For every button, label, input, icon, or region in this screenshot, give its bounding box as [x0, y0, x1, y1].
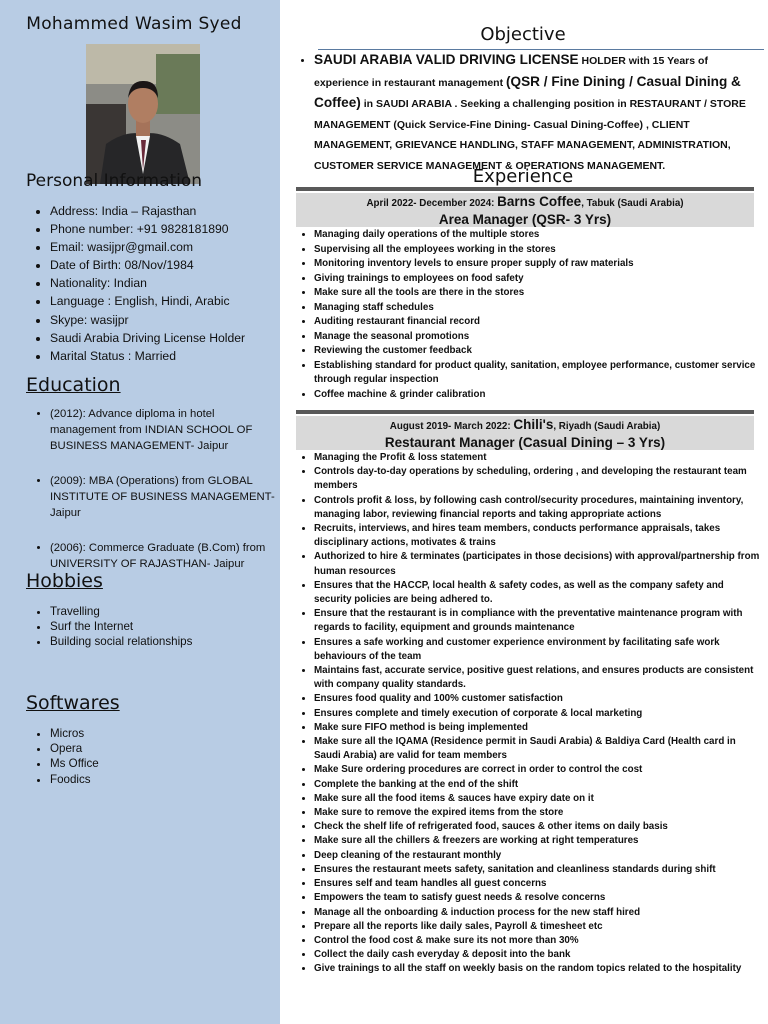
job-role: Restaurant Manager (Casual Dining – 3 Yrs) — [384, 435, 666, 450]
task-item: • Coffee machine & grinder calibration — [314, 388, 762, 403]
task-item: • Managing daily operations of the multiple stores — [314, 228, 762, 243]
list-item: • Building social relationships — [50, 634, 278, 649]
list-item: • Marital Status : Married — [50, 347, 278, 365]
task-item: • Ensures the restaurant meets safety, sanitation and cleanliness standards during shift — [314, 863, 762, 877]
personal-info-heading: Personal Information — [26, 171, 203, 191]
task-item: • Make sure all the IQAMA (Residence permit in Saudi Arabia) & Baldiya Card (Health card in Saudi Arabia) are valid for team members — [314, 735, 762, 763]
task-item: • Complete the banking at the end of the shift — [314, 778, 762, 792]
job-divider — [296, 187, 754, 191]
objective-paragraph — [314, 50, 760, 176]
task-item: • Make sure to remove the expired items from the store — [314, 806, 762, 820]
job-company: Barns Coffee — [497, 194, 582, 209]
task-item: • Ensures that the HACCP, local health & safety codes, as well as the company safety and security policies are being adhered to. — [314, 579, 762, 607]
list-item: • Ms Office — [50, 756, 278, 771]
objective-heading: Objective — [480, 24, 566, 45]
list-item: • (2009): MBA (Operations) from GLOBAL INSTITUTE OF BUSINESS MANAGEMENT- Jaipur — [50, 473, 278, 521]
job-task-list — [296, 451, 762, 977]
list-item: • Opera — [50, 741, 278, 756]
objective-goal: in SAUDI ARABIA . Seeking a challenging position in RESTAURANT / STORE MANAGEMENT (Quick Service-Fine Dining- Casual Dining-Coffee) , CLIENT MANAGEMENT, GRIEVANCE HANDLING, STAFF MANAGEMENT, ADMINISTRATION, CUSTOMER SERVICE MANAGEMENT & OPERATIONS MANAGEMENT. — [314, 98, 746, 172]
task-item: • Ensures food quality and 100% customer satisfaction — [314, 692, 762, 706]
job-divider — [296, 410, 754, 414]
job-location: , Riyadh (Saudi Arabia) — [553, 421, 661, 432]
task-item: • Monitoring inventory levels to ensure proper supply of raw materials — [314, 257, 762, 272]
task-item: • Manage the seasonal promotions — [314, 330, 762, 345]
job-meta — [296, 193, 754, 212]
profile-photo-image — [86, 44, 200, 184]
job-location: , Tabuk (Saudi Arabia) — [581, 198, 684, 209]
job-header — [296, 416, 754, 450]
profile-photo — [86, 44, 200, 184]
task-item: • Establishing standard for product quality, sanitation, employee performance, customer service through regular inspection — [314, 359, 762, 388]
list-item: • Phone number: +91 9828181890 — [50, 220, 278, 238]
experience-heading: Experience — [472, 166, 574, 187]
task-item: • Ensures a safe working and customer experience environment by facilitating safe work behaviours of the team — [314, 636, 762, 664]
task-item: • Controls profit & loss, by following cash control/security procedures, maintaining inventory, managing labor, reviewing financial reports and taking appropriate actions — [314, 494, 762, 522]
task-item: • Make Sure ordering procedures are correct in order to control the cost — [314, 763, 762, 777]
task-item: • Empowers the team to satisfy guest needs & resolve concerns — [314, 891, 762, 905]
list-item: • (2006): Commerce Graduate (B.Com) from UNIVERSITY OF RAJASTHAN- Jaipur — [50, 540, 278, 572]
task-item: • Giving trainings to employees on food safety — [314, 272, 762, 287]
task-item: • Supervising all the employees working in the stores — [314, 243, 762, 258]
task-item: • Make sure all the food items & sauces have expiry date on it — [314, 792, 762, 806]
task-item: • Controls day-to-day operations by scheduling, ordering , and developing the restaurant team members — [314, 465, 762, 493]
list-item: • Email: wasijpr@gmail.com — [50, 238, 278, 256]
list-item: • Surf the Internet — [50, 619, 278, 634]
candidate-name: Mohammed Wasim Syed — [26, 14, 242, 34]
list-item: • Travelling — [50, 604, 278, 619]
task-item: • Prepare all the reports like daily sales, Payroll & timesheet etc — [314, 920, 762, 934]
list-item: • Micros — [50, 726, 278, 741]
list-item: • Language : English, Hindi, Arabic — [50, 292, 278, 310]
job-dates: August 2019- March 2022: — [389, 421, 514, 432]
task-item: • Deep cleaning of the restaurant monthly — [314, 849, 762, 863]
task-item: • Ensures complete and timely execution of corporate & local marketing — [314, 707, 762, 721]
job-meta — [296, 416, 754, 435]
task-item: • Managing the Profit & loss statement — [314, 451, 762, 465]
list-item: • (2012): Advance diploma in hotel management from INDIAN SCHOOL OF BUSINESS MANAGEMENT- Jaipur — [50, 406, 278, 454]
objective-segments: (QSR / Fine Dining / Casual Dining & Coffee) — [314, 73, 741, 110]
task-item: • Authorized to hire & terminates (participates in those decisions) with approval/partnership from human resources — [314, 550, 762, 578]
task-item: • Make sure all the chillers & freezers are working at right temperatures — [314, 834, 762, 848]
job-company: Chili's — [513, 417, 554, 432]
education-list — [26, 406, 278, 591]
task-item: • Recruits, interviews, and hires team members, conducts performance appraisals, takes disciplinary actions, motivates & trains — [314, 522, 762, 550]
list-item: • Nationality: Indian — [50, 274, 278, 292]
task-item: • Make sure FIFO method is being implemented — [314, 721, 762, 735]
task-item: • Ensure that the restaurant is in compliance with the preventative maintenance program with regards to facility, equipment and grounds maintenance — [314, 607, 762, 635]
list-item: • Foodics — [50, 772, 278, 787]
task-item: • Control the food cost & make sure its not more than 30% — [314, 934, 762, 948]
task-item: • Auditing restaurant financial record — [314, 315, 762, 330]
task-item: • Managing staff schedules — [314, 301, 762, 316]
list-item: • Date of Birth: 08/Nov/1984 — [50, 256, 278, 274]
task-item: • Make sure all the tools are there in the stores — [314, 286, 762, 301]
job-dates: April 2022- December 2024: — [366, 198, 498, 209]
list-item: • Saudi Arabia Driving License Holder — [50, 329, 278, 347]
list-item: • Skype: wasijpr — [50, 311, 278, 329]
objective-text — [296, 50, 760, 176]
personal-info-list — [26, 202, 278, 365]
list-item: • Address: India – Rajasthan — [50, 202, 278, 220]
job-header — [296, 193, 754, 227]
job-role: Area Manager (QSR- 3 Yrs) — [438, 212, 612, 227]
task-item: • Reviewing the customer feedback — [314, 344, 762, 359]
softwares-list — [26, 726, 278, 787]
education-heading: Education — [26, 374, 121, 396]
softwares-heading: Softwares — [26, 692, 120, 714]
task-item: • Collect the daily cash everyday & deposit into the bank — [314, 948, 762, 962]
task-item: • Give trainings to all the staff on weekly basis on the random topics related to the hospitality — [314, 962, 762, 976]
hobbies-heading: Hobbies — [26, 570, 103, 592]
task-item: • Maintains fast, accurate service, positive guest relations, and ensures products are consistent with company quality standards. — [314, 664, 762, 692]
task-item: • Manage all the onboarding & induction process for the new staff hired — [314, 906, 762, 920]
job-task-list — [296, 228, 762, 402]
task-item: • Check the shelf life of refrigerated food, sauces & other items on daily basis — [314, 820, 762, 834]
objective-license: SAUDI ARABIA VALID DRIVING LICENSE — [314, 52, 579, 67]
objective-experience: HOLDER with 15 Years of experience in restaurant management — [314, 55, 708, 89]
hobbies-list — [26, 604, 278, 650]
task-item: • Ensures self and team handles all guest concerns — [314, 877, 762, 891]
